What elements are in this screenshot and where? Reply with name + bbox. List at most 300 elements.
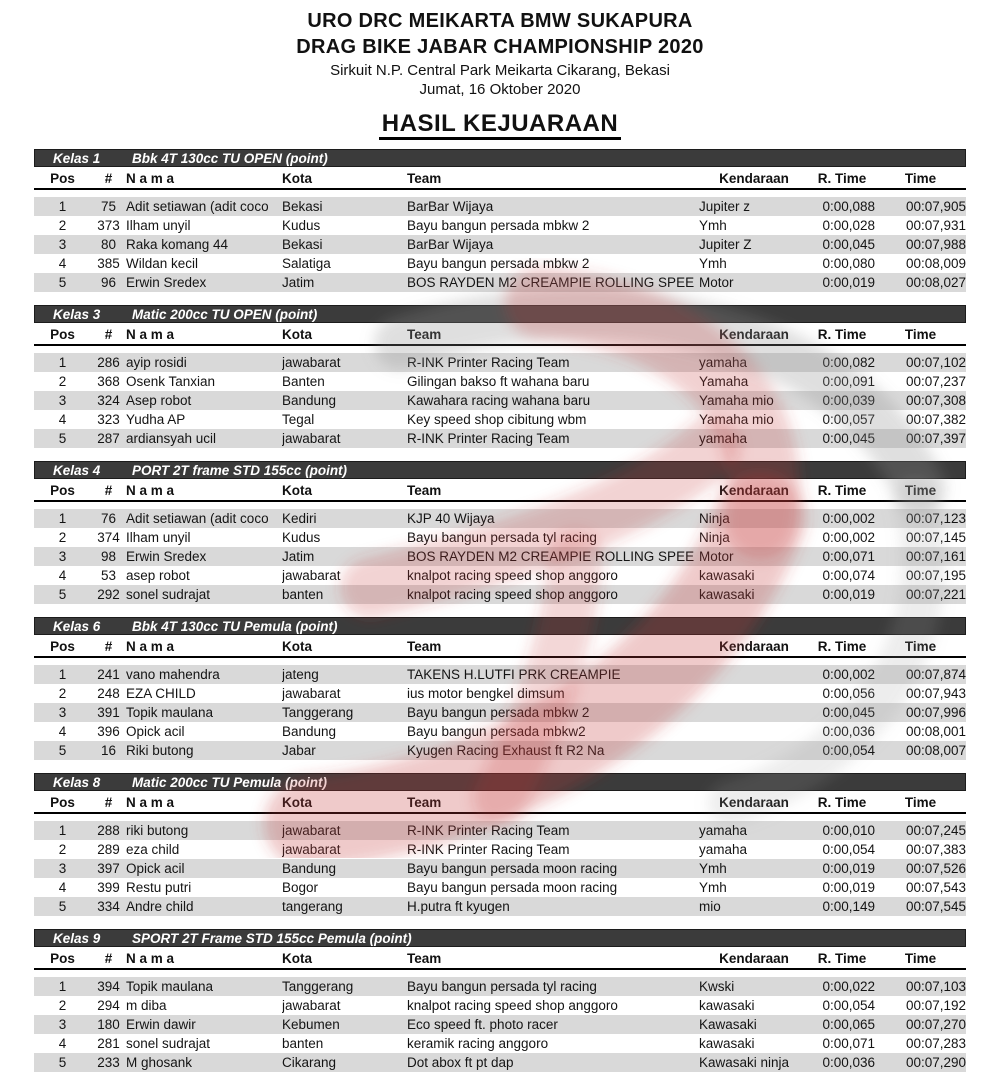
cell-kendaraan: Yamaha mio	[699, 412, 774, 428]
class-header-bar	[34, 149, 966, 167]
column-header-rtime: R. Time	[809, 480, 875, 501]
result-row	[34, 353, 966, 372]
results-table-body	[34, 969, 966, 1072]
cell-kota: jawabarat	[282, 998, 341, 1014]
cell-nama: Ilham unyil	[126, 530, 191, 546]
cell-rtime: 0:00,082	[809, 353, 875, 372]
column-header-kota: Kota	[282, 324, 407, 345]
cell-team: Kyugen Racing Exhaust ft R2 Na	[407, 741, 699, 760]
result-row	[34, 509, 966, 528]
cell-team: BOS RAYDEN M2 CREAMPIE ROLLING SPEE	[407, 547, 699, 566]
cell-nama: M ghosank	[126, 1053, 282, 1072]
cell-time: 00:07,102	[875, 353, 966, 372]
cell-kendaraan	[699, 722, 809, 741]
cell-kota: Jabar	[282, 741, 407, 760]
class-table-block	[34, 773, 966, 916]
results-table	[34, 792, 966, 916]
cell-team: R-INK Printer Racing Team	[407, 821, 699, 840]
cell-kota: tangerang	[282, 897, 407, 916]
column-header-rtime: R. Time	[809, 324, 875, 345]
cell-team: R-INK Printer Racing Team	[407, 353, 699, 372]
result-row	[34, 391, 966, 410]
cell-number: 374	[97, 530, 120, 546]
cell-number: 292	[91, 585, 126, 604]
cell-time: 00:07,874	[875, 665, 966, 684]
cell-rtime: 0:00,002	[809, 509, 875, 528]
cell-pos: 4	[58, 412, 67, 428]
result-row	[34, 273, 966, 292]
cell-rtime: 0:00,045	[809, 235, 875, 254]
cell-rtime: 0:00,045	[809, 703, 875, 722]
column-header-rtime: R. Time	[809, 948, 875, 969]
cell-kendaraan: kawasaki	[699, 998, 755, 1014]
cell-number: 80	[91, 235, 126, 254]
cell-pos: 4	[58, 1036, 67, 1052]
cell-team: Bayu bangun persada mbkw 2	[407, 218, 590, 234]
cell-nama: Andre child	[126, 897, 282, 916]
cell-nama: EZA CHILD	[126, 686, 196, 702]
column-header-nama: N a m a	[126, 948, 282, 969]
cell-time: 00:07,905	[875, 197, 966, 216]
cell-pos: 3	[34, 235, 91, 254]
cell-rtime: 0:00,022	[809, 977, 875, 996]
cell-pos: 1	[34, 665, 91, 684]
column-header-number: #	[91, 480, 126, 501]
cell-kota: Banten	[282, 374, 325, 390]
cell-nama: Adit setiawan (adit coco	[126, 509, 282, 528]
cell-kota: Bekasi	[282, 197, 407, 216]
result-row	[34, 684, 966, 703]
result-row	[34, 897, 966, 916]
cell-time: 00:07,290	[875, 1053, 966, 1072]
cell-kendaraan	[699, 741, 809, 760]
cell-nama: sonel sudrajat	[126, 1036, 211, 1052]
cell-number: 396	[97, 724, 120, 740]
cell-rtime: 0:00,019	[822, 880, 875, 896]
cell-team: Bayu bangun persada moon racing	[407, 880, 618, 896]
cell-kendaraan: Jupiter Z	[699, 235, 809, 254]
result-row	[34, 821, 966, 840]
cell-kota: Jatim	[282, 547, 407, 566]
cell-kendaraan: mio	[699, 897, 809, 916]
cell-number: 394	[91, 977, 126, 996]
cell-rtime: 0:00,065	[809, 1015, 875, 1034]
cell-number: 96	[91, 273, 126, 292]
class-table-block	[34, 149, 966, 292]
cell-time: 00:08,001	[905, 724, 966, 740]
cell-kota: Kebumen	[282, 1015, 407, 1034]
cell-kota: jawabarat	[282, 686, 341, 702]
cell-nama: Opick acil	[126, 724, 185, 740]
results-section-title: HASIL KEJUARAAN	[379, 110, 621, 141]
class-header-bar	[34, 305, 966, 323]
cell-time: 00:07,245	[875, 821, 966, 840]
cell-nama: Erwin dawir	[126, 1015, 282, 1034]
cell-number: 334	[91, 897, 126, 916]
result-row	[34, 528, 966, 547]
cell-kendaraan	[699, 665, 809, 684]
class-header-bar	[34, 461, 966, 479]
column-header-pos: Pos	[34, 792, 91, 813]
cell-pos: 4	[58, 880, 67, 896]
class-title-label: Matic 200cc TU Pemula (point)	[132, 774, 328, 790]
class-number-label: Kelas 9	[53, 930, 101, 946]
result-row	[34, 996, 966, 1015]
cell-number: 287	[91, 429, 126, 448]
cell-rtime: 0:00,039	[809, 391, 875, 410]
column-header-time: Time	[875, 480, 966, 501]
column-header-pos: Pos	[34, 168, 91, 189]
column-header-kendaraan: Kendaraan	[699, 792, 809, 813]
header-gap-spacer	[34, 501, 966, 509]
header-gap-spacer	[34, 345, 966, 353]
cell-pos: 1	[34, 977, 91, 996]
results-table	[34, 948, 966, 1072]
cell-rtime: 0:00,057	[822, 412, 875, 428]
cell-number: 324	[91, 391, 126, 410]
results-table-body	[34, 657, 966, 760]
cell-time: 00:07,397	[875, 429, 966, 448]
cell-kendaraan	[699, 703, 809, 722]
cell-rtime: 0:00,054	[809, 741, 875, 760]
result-row	[34, 547, 966, 566]
result-row	[34, 1053, 966, 1072]
cell-pos: 5	[34, 585, 91, 604]
results-table-body	[34, 189, 966, 292]
cell-time: 00:07,270	[875, 1015, 966, 1034]
cell-pos: 4	[58, 724, 67, 740]
column-header-number: #	[91, 636, 126, 657]
cell-pos: 5	[34, 897, 91, 916]
cell-rtime: 0:00,071	[822, 1036, 875, 1052]
column-header-rtime: R. Time	[809, 636, 875, 657]
cell-nama: Osenk Tanxian	[126, 374, 216, 390]
result-row	[34, 977, 966, 996]
class-header-bar	[34, 617, 966, 635]
cell-kota: Salatiga	[282, 256, 331, 272]
cell-nama: Erwin Sredex	[126, 547, 282, 566]
cell-rtime: 0:00,054	[822, 842, 875, 858]
column-header-nama: N a m a	[126, 480, 282, 501]
cell-nama: Riki butong	[126, 741, 282, 760]
results-table-head	[34, 636, 966, 657]
cell-team: Gilingan bakso ft wahana baru	[407, 374, 590, 390]
cell-team: Bayu bangun persada moon racing	[407, 859, 699, 878]
cell-pos: 3	[34, 391, 91, 410]
column-header-team: Team	[407, 480, 699, 501]
result-row	[34, 197, 966, 216]
cell-team: knalpot racing speed shop anggoro	[407, 568, 618, 584]
cell-time: 00:07,545	[875, 897, 966, 916]
cell-number: 397	[91, 859, 126, 878]
cell-pos: 2	[58, 686, 67, 702]
cell-team: Dot abox ft pt dap	[407, 1053, 699, 1072]
cell-number: 399	[97, 880, 120, 896]
cell-number: 241	[91, 665, 126, 684]
cell-nama: sonel sudrajat	[126, 585, 282, 604]
class-title-label: Bbk 4T 130cc TU Pemula (point)	[132, 618, 338, 634]
cell-time: 00:07,103	[875, 977, 966, 996]
column-header-time: Time	[875, 636, 966, 657]
cell-number: 391	[91, 703, 126, 722]
cell-pos: 2	[58, 530, 67, 546]
cell-kendaraan	[699, 684, 809, 703]
cell-kota: Kudus	[282, 530, 321, 546]
result-row	[34, 410, 966, 429]
cell-number: 373	[97, 218, 120, 234]
results-table-body	[34, 813, 966, 916]
cell-rtime: 0:00,028	[822, 218, 875, 234]
class-table-block	[34, 929, 966, 1072]
cell-kota: Cikarang	[282, 1053, 407, 1072]
column-header-time: Time	[875, 948, 966, 969]
cell-number: 53	[100, 568, 117, 584]
result-row	[34, 703, 966, 722]
cell-rtime: 0:00,036	[809, 1053, 875, 1072]
cell-rtime: 0:00,019	[809, 273, 875, 292]
results-table-head	[34, 792, 966, 813]
cell-nama: riki butong	[126, 821, 282, 840]
cell-time: 00:07,543	[905, 880, 966, 896]
cell-number: 294	[97, 998, 120, 1014]
result-row	[34, 665, 966, 684]
cell-kendaraan: Kwski	[699, 977, 809, 996]
cell-pos: 1	[34, 821, 91, 840]
cell-pos: 3	[34, 1015, 91, 1034]
column-header-number: #	[91, 792, 126, 813]
cell-time: 00:07,383	[905, 842, 966, 858]
class-number-label: Kelas 6	[53, 618, 101, 634]
column-header-pos: Pos	[34, 948, 91, 969]
column-header-kota: Kota	[282, 480, 407, 501]
cell-nama: Opick acil	[126, 859, 282, 878]
cell-rtime: 0:00,002	[822, 530, 875, 546]
cell-team: Bayu bangun persada mbkw 2	[407, 703, 699, 722]
cell-team: Bayu bangun persada tyl racing	[407, 530, 597, 546]
cell-nama: Restu putri	[126, 880, 192, 896]
class-number-label: Kelas 4	[53, 462, 101, 478]
cell-pos: 1	[34, 197, 91, 216]
class-table-block	[34, 617, 966, 760]
results-tables	[0, 149, 1000, 1072]
cell-time: 00:07,382	[905, 412, 966, 428]
cell-team: BOS RAYDEN M2 CREAMPIE ROLLING SPEE	[407, 273, 699, 292]
column-header-kendaraan: Kendaraan	[699, 480, 809, 501]
cell-rtime: 0:00,002	[809, 665, 875, 684]
cell-pos: 2	[58, 998, 67, 1014]
cell-team: Kawahara racing wahana baru	[407, 391, 699, 410]
cell-nama: vano mahendra	[126, 665, 282, 684]
cell-nama: Topik maulana	[126, 977, 282, 996]
cell-team: knalpot racing speed shop anggoro	[407, 998, 618, 1014]
cell-time: 00:07,283	[905, 1036, 966, 1052]
cell-team: ius motor bengkel dimsum	[407, 686, 565, 702]
cell-time: 00:07,308	[875, 391, 966, 410]
class-table-block	[34, 305, 966, 448]
cell-pos: 3	[34, 703, 91, 722]
cell-kendaraan: kawasaki	[699, 568, 755, 584]
column-header-kendaraan: Kendaraan	[699, 636, 809, 657]
column-header-time: Time	[875, 792, 966, 813]
result-row	[34, 566, 966, 585]
cell-number: 286	[91, 353, 126, 372]
column-header-number: #	[91, 168, 126, 189]
class-header-bar	[34, 773, 966, 791]
column-header-kota: Kota	[282, 792, 407, 813]
cell-nama: asep robot	[126, 568, 190, 584]
results-table	[34, 480, 966, 604]
cell-number: 281	[97, 1036, 120, 1052]
cell-nama: ardiansyah ucil	[126, 429, 282, 448]
cell-time: 00:07,943	[905, 686, 966, 702]
cell-nama: Asep robot	[126, 391, 282, 410]
cell-kendaraan: yamaha	[699, 842, 748, 858]
cell-rtime: 0:00,010	[809, 821, 875, 840]
event-date: Jumat, 16 Oktober 2020	[419, 81, 581, 99]
results-table	[34, 168, 966, 292]
cell-nama: ayip rosidi	[126, 353, 282, 372]
cell-time: 00:07,526	[875, 859, 966, 878]
cell-rtime: 0:00,080	[822, 256, 875, 272]
cell-pos: 2	[58, 218, 67, 234]
column-header-kendaraan: Kendaraan	[699, 168, 809, 189]
cell-team: BarBar Wijaya	[407, 197, 699, 216]
cell-number: 368	[97, 374, 120, 390]
cell-number: 98	[91, 547, 126, 566]
cell-kota: Kediri	[282, 509, 407, 528]
cell-number: 180	[91, 1015, 126, 1034]
cell-time: 00:07,237	[905, 374, 966, 390]
cell-kota: jawabarat	[282, 821, 407, 840]
cell-team: Bayu bangun persada mbkw2	[407, 724, 586, 740]
column-header-team: Team	[407, 636, 699, 657]
cell-rtime: 0:00,088	[809, 197, 875, 216]
column-header-time: Time	[875, 324, 966, 345]
column-header-kota: Kota	[282, 168, 407, 189]
cell-kendaraan: Kawasaki	[699, 1015, 809, 1034]
cell-rtime: 0:00,091	[822, 374, 875, 390]
cell-time: 00:08,009	[905, 256, 966, 272]
cell-kota: jawabarat	[282, 353, 407, 372]
cell-number: 233	[91, 1053, 126, 1072]
cell-kendaraan: Yamaha mio	[699, 391, 809, 410]
cell-number: 76	[91, 509, 126, 528]
result-row	[34, 585, 966, 604]
result-row	[34, 741, 966, 760]
column-header-nama: N a m a	[126, 324, 282, 345]
cell-number: 16	[91, 741, 126, 760]
result-row	[34, 372, 966, 391]
cell-rtime: 0:00,149	[809, 897, 875, 916]
result-row	[34, 216, 966, 235]
cell-kendaraan: Motor	[699, 273, 809, 292]
cell-team: TAKENS H.LUTFI PRK CREAMPIE	[407, 665, 699, 684]
cell-number: 289	[97, 842, 120, 858]
cell-nama: Yudha AP	[126, 412, 186, 428]
cell-team: Key speed shop cibitung wbm	[407, 412, 587, 428]
cell-rtime: 0:00,045	[809, 429, 875, 448]
cell-time: 00:07,195	[905, 568, 966, 584]
result-row	[34, 722, 966, 741]
header-gap-spacer	[34, 813, 966, 821]
cell-team: R-INK Printer Racing Team	[407, 842, 570, 858]
results-table	[34, 324, 966, 448]
cell-nama: Adit setiawan (adit coco	[126, 197, 282, 216]
cell-nama: eza child	[126, 842, 180, 858]
results-table-body	[34, 345, 966, 448]
column-header-time: Time	[875, 168, 966, 189]
cell-pos: 4	[58, 568, 67, 584]
class-number-label: Kelas 3	[53, 306, 101, 322]
cell-rtime: 0:00,074	[822, 568, 875, 584]
cell-pos: 2	[58, 842, 67, 858]
cell-kendaraan: yamaha	[699, 353, 809, 372]
cell-number: 323	[97, 412, 120, 428]
column-header-kendaraan: Kendaraan	[699, 324, 809, 345]
cell-nama: Topik maulana	[126, 703, 282, 722]
cell-kendaraan: Ymh	[699, 859, 809, 878]
cell-team: Bayu bangun persada tyl racing	[407, 977, 699, 996]
cell-team: knalpot racing speed shop anggoro	[407, 585, 699, 604]
header-gap-spacer	[34, 969, 966, 977]
cell-team: BarBar Wijaya	[407, 235, 699, 254]
cell-kendaraan: Kawasaki ninja	[699, 1053, 809, 1072]
class-title-label: Matic 200cc TU OPEN (point)	[132, 306, 318, 322]
cell-kendaraan: Ymh	[699, 880, 727, 896]
result-row	[34, 840, 966, 859]
cell-kendaraan: kawasaki	[699, 585, 809, 604]
results-table-head	[34, 948, 966, 969]
cell-kota: jateng	[282, 665, 407, 684]
cell-kota: Bogor	[282, 880, 319, 896]
cell-time: 00:08,027	[875, 273, 966, 292]
column-header-team: Team	[407, 792, 699, 813]
cell-pos: 4	[58, 256, 67, 272]
cell-pos: 2	[58, 374, 67, 390]
cell-number: 248	[97, 686, 120, 702]
cell-pos: 5	[34, 429, 91, 448]
column-header-number: #	[91, 948, 126, 969]
cell-time: 00:07,145	[905, 530, 966, 546]
results-table-head	[34, 480, 966, 501]
cell-kendaraan: Motor	[699, 547, 809, 566]
cell-time: 00:07,123	[875, 509, 966, 528]
cell-rtime: 0:00,036	[822, 724, 875, 740]
column-header-nama: N a m a	[126, 168, 282, 189]
column-header-pos: Pos	[34, 636, 91, 657]
result-row	[34, 1034, 966, 1053]
cell-kendaraan: Yamaha	[699, 374, 749, 390]
column-header-pos: Pos	[34, 480, 91, 501]
column-header-team: Team	[407, 324, 699, 345]
cell-number: 288	[91, 821, 126, 840]
result-row	[34, 878, 966, 897]
cell-kendaraan: Ninja	[699, 530, 730, 546]
cell-kota: Tanggerang	[282, 703, 407, 722]
cell-kota: jawabarat	[282, 568, 341, 584]
cell-kota: Jatim	[282, 273, 407, 292]
class-number-label: Kelas 8	[53, 774, 101, 790]
cell-time: 00:07,996	[875, 703, 966, 722]
cell-team: Eco speed ft. photo racer	[407, 1015, 699, 1034]
event-title-line2: DRAG BIKE JABAR CHAMPIONSHIP 2020	[296, 36, 704, 58]
cell-time: 00:07,988	[875, 235, 966, 254]
column-header-kota: Kota	[282, 636, 407, 657]
results-table	[34, 636, 966, 760]
column-header-nama: N a m a	[126, 636, 282, 657]
cell-nama: Raka komang 44	[126, 235, 282, 254]
cell-time: 00:07,161	[875, 547, 966, 566]
